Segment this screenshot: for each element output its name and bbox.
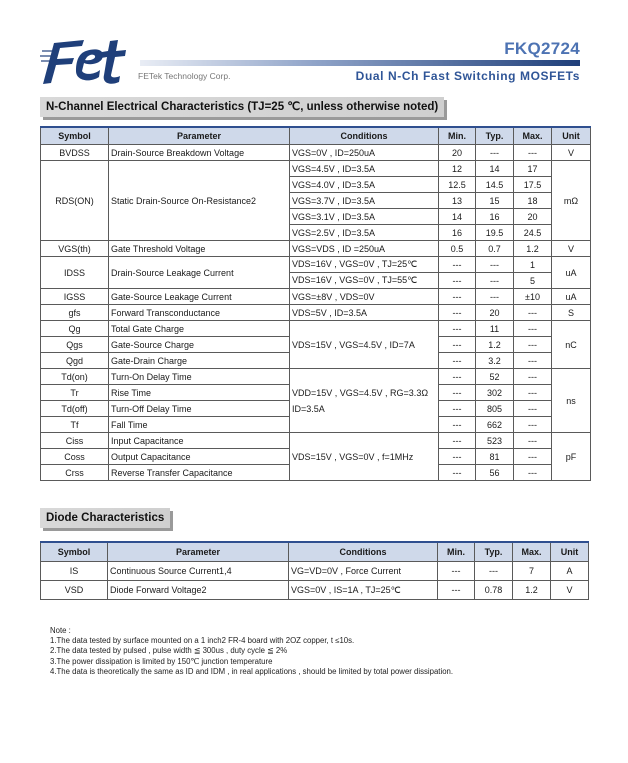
typ-cell: 0.78 [475,581,513,600]
max-cell: --- [514,337,552,353]
max-cell: --- [514,385,552,401]
table-row [41,241,591,257]
min-cell: --- [439,305,476,321]
note-line: 1.The data tested by surface mounted on a 1 inch2 FR-4 board with 2OZ copper, t ≤10s. [50,636,355,646]
max-cell: 17 [514,161,552,177]
note-line: 3.The power dissipation is limited by 150℃ junction temperature [50,656,273,666]
symbol-cell: Coss [41,449,109,465]
parameter-cell: Continuous Source Current1,4 [108,562,289,581]
parameter-cell: Diode Forward Voltage2 [108,581,289,600]
col-header: Typ. [475,542,513,562]
min-cell: --- [439,273,476,289]
condition-cell: VGS=3.7V , ID=3.5A [290,193,439,209]
header-bar [140,60,580,66]
symbol-cell: Td(on) [41,369,109,385]
unit-cell: nC [552,321,591,369]
parameter-cell: Drain-Source Breakdown Voltage [109,145,290,161]
table-row [41,257,591,273]
min-cell: --- [439,385,476,401]
unit-cell: V [552,241,591,257]
min-cell: --- [439,401,476,417]
unit-cell: mΩ [552,161,591,241]
typ-cell: 14 [476,161,514,177]
symbol-cell: Crss [41,465,109,481]
symbol-cell: VGS(th) [41,241,109,257]
notes-block [50,626,453,677]
parameter-cell: Drain-Source Leakage Current [109,257,290,289]
min-cell: --- [439,289,476,305]
col-header: Min. [438,542,475,562]
note-line: Note : [50,626,71,635]
unit-cell: uA [552,257,591,289]
col-header: Conditions [290,127,439,145]
min-cell: --- [439,337,476,353]
parameter-cell: Gate-Drain Charge [109,353,290,369]
max-cell: --- [514,353,552,369]
max-cell: 1.2 [514,241,552,257]
typ-cell: 0.7 [476,241,514,257]
min-cell: --- [439,417,476,433]
unit-cell: V [551,581,589,600]
max-cell: --- [514,449,552,465]
typ-cell: --- [476,289,514,305]
typ-cell: 20 [476,305,514,321]
symbol-cell: Td(off) [41,401,109,417]
parameter-cell: Output Capacitance [109,449,290,465]
section-electrical-title: N-Channel Electrical Characteristics (TJ=25 ℃, unless otherwise noted) [40,97,444,117]
table-row [41,562,589,581]
condition-cell [290,369,439,433]
condition-cell: VGS=±8V , VDS=0V [290,289,439,305]
condition-cell: VDS=16V , VGS=0V , TJ=55℃ [290,273,439,289]
condition-cell: VGS=0V , ID=250uA [290,145,439,161]
symbol-cell: IGSS [41,289,109,305]
part-number: FKQ2724 [504,39,580,58]
condition-cell: VDS=5V , ID=3.5A [290,305,439,321]
parameter-cell: Turn-Off Delay Time [109,401,290,417]
parameter-cell: Turn-On Delay Time [109,369,290,385]
typ-cell: 56 [476,465,514,481]
unit-cell: ns [552,369,591,433]
col-header: Parameter [108,542,289,562]
parameter-cell: Static Drain-Source On-Resistance2 [109,161,290,241]
parameter-cell: Rise Time [109,385,290,401]
typ-cell: --- [476,273,514,289]
min-cell: --- [439,449,476,465]
min-cell: 0.5 [439,241,476,257]
symbol-cell: RDS(ON) [41,161,109,241]
max-cell: 1 [514,257,552,273]
condition-line: ID=3.5A [292,403,325,414]
table-row [41,321,591,337]
condition-cell: VGS=VDS , ID =250uA [290,241,439,257]
max-cell: --- [514,401,552,417]
min-cell: --- [439,465,476,481]
unit-cell: V [552,145,591,161]
parameter-cell: Gate-Source Leakage Current [109,289,290,305]
typ-cell: 3.2 [476,353,514,369]
symbol-cell: IS [41,562,108,581]
symbol-cell: Ciss [41,433,109,449]
parameter-cell: Forward Transconductance [109,305,290,321]
symbol-cell: gfs [41,305,109,321]
min-cell: 12 [439,161,476,177]
typ-cell: --- [475,562,513,581]
unit-cell: A [551,562,589,581]
col-header: Max. [514,127,552,145]
condition-cell: VGS=3.1V , ID=3.5A [290,209,439,225]
fetek-logo [40,37,140,87]
col-header: Min. [439,127,476,145]
symbol-cell: Qgd [41,353,109,369]
note-line: 2.The data tested by pulsed , pulse width ≦ 300us , duty cycle ≦ 2% [50,646,288,656]
typ-cell: 662 [476,417,514,433]
min-cell: --- [439,433,476,449]
part-subtitle: Dual N-Ch Fast Switching MOSFETs [355,69,580,83]
typ-cell: 1.2 [476,337,514,353]
section-diode-title: Diode Characteristics [40,508,170,528]
table-row [41,161,591,177]
col-header: Max. [513,542,551,562]
typ-cell: --- [476,145,514,161]
parameter-cell: Gate-Source Charge [109,337,290,353]
max-cell: 24.5 [514,225,552,241]
max-cell: --- [514,145,552,161]
max-cell: 7 [513,562,551,581]
typ-cell: 805 [476,401,514,417]
col-header: Typ. [476,127,514,145]
max-cell: --- [514,305,552,321]
table-row [41,369,591,385]
max-cell: 5 [514,273,552,289]
max-cell: --- [514,321,552,337]
min-cell: --- [438,581,475,600]
max-cell: 17.5 [514,177,552,193]
typ-cell: 14.5 [476,177,514,193]
parameter-cell: Total Gate Charge [109,321,290,337]
max-cell: 20 [514,209,552,225]
symbol-cell: VSD [41,581,108,600]
note-line: 4.The data is theoretically the same as ID and IDM , in real applications , should be limited by total power dissipation. [50,666,454,676]
condition-cell: VDS=16V , VGS=0V , TJ=25℃ [290,257,439,273]
symbol-cell: BVDSS [41,145,109,161]
condition-cell: VGS=2.5V , ID=3.5A [290,225,439,241]
col-header: Symbol [41,127,109,145]
max-cell: 1.2 [513,581,551,600]
max-cell: --- [514,369,552,385]
min-cell: 12.5 [439,177,476,193]
parameter-cell: Fall Time [109,417,290,433]
symbol-cell: Qgs [41,337,109,353]
col-header: Unit [551,542,589,562]
table-row [41,305,591,321]
typ-cell: 302 [476,385,514,401]
col-header: Parameter [109,127,290,145]
company-name: FETek Technology Corp. [138,71,231,81]
parameter-cell: Input Capacitance [109,433,290,449]
condition-cell: VG=VD=0V , Force Current [289,562,438,581]
typ-cell: --- [476,257,514,273]
parameter-cell: Gate Threshold Voltage [109,241,290,257]
col-header: Conditions [289,542,438,562]
min-cell: 20 [439,145,476,161]
max-cell: --- [514,465,552,481]
typ-cell: 81 [476,449,514,465]
condition-cell: VDS=15V , VGS=0V , f=1MHz [290,433,439,481]
max-cell: ±10 [514,289,552,305]
max-cell: --- [514,433,552,449]
parameter-cell: Reverse Transfer Capacitance [109,465,290,481]
table-row [41,289,591,305]
unit-cell: S [552,305,591,321]
max-cell: --- [514,417,552,433]
condition-cell: VDS=15V , VGS=4.5V , ID=7A [290,321,439,369]
symbol-cell: Tf [41,417,109,433]
diode-characteristics-table [40,541,589,600]
typ-cell: 16 [476,209,514,225]
unit-cell: pF [552,433,591,481]
min-cell: --- [439,353,476,369]
min-cell: --- [439,321,476,337]
min-cell: --- [439,257,476,273]
table-row [41,145,591,161]
condition-cell: VGS=4.5V , ID=3.5A [290,161,439,177]
typ-cell: 11 [476,321,514,337]
min-cell: 13 [439,193,476,209]
typ-cell: 52 [476,369,514,385]
condition-line: VDD=15V , VGS=4.5V , RG=3.3Ω [292,387,429,398]
condition-cell: VGS=4.0V , ID=3.5A [290,177,439,193]
unit-cell: uA [552,289,591,305]
electrical-characteristics-table [40,126,591,481]
col-header: Symbol [41,542,108,562]
min-cell: --- [438,562,475,581]
condition-cell: VGS=0V , IS=1A , TJ=25℃ [289,581,438,600]
min-cell: --- [439,369,476,385]
table-row [41,581,589,600]
min-cell: 16 [439,225,476,241]
col-header: Unit [552,127,591,145]
min-cell: 14 [439,209,476,225]
table-row [41,433,591,449]
symbol-cell: Tr [41,385,109,401]
typ-cell: 19.5 [476,225,514,241]
max-cell: 18 [514,193,552,209]
typ-cell: 15 [476,193,514,209]
symbol-cell: IDSS [41,257,109,289]
typ-cell: 523 [476,433,514,449]
symbol-cell: Qg [41,321,109,337]
